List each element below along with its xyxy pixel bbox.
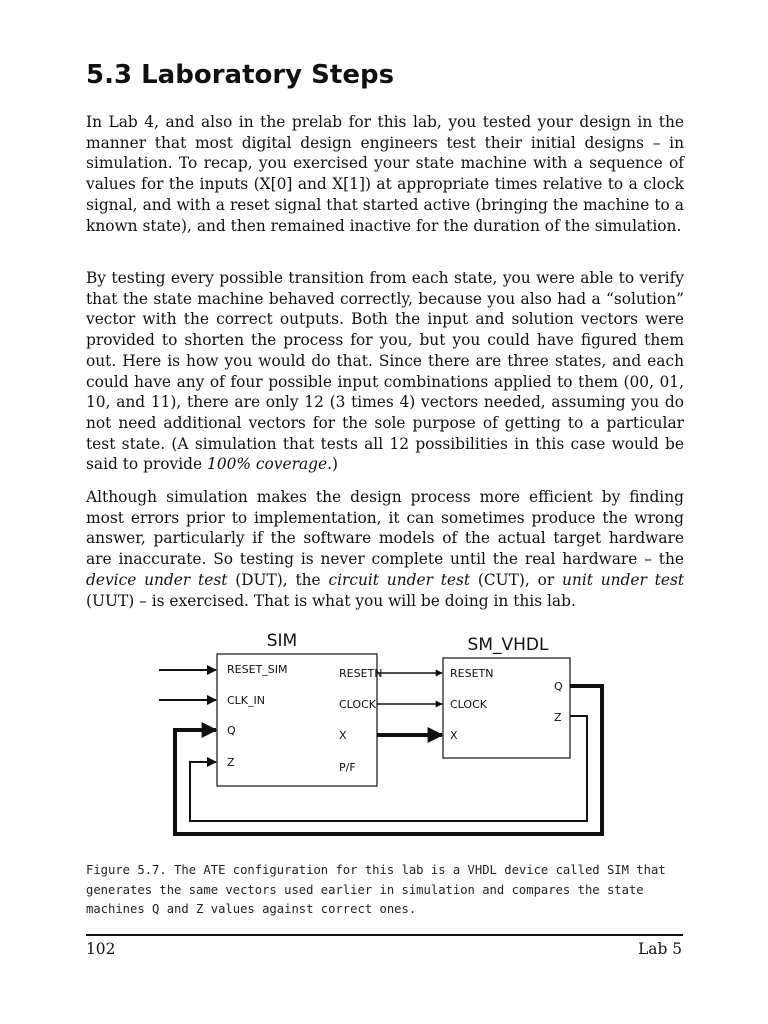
paragraph-3-text-d: (UUT) – is exercised. That is what you will be doing in this lab.: [86, 591, 576, 610]
sim-pin-clock: CLOCK: [339, 698, 376, 711]
dut-pin-q: Q: [554, 680, 563, 693]
page-number: 102: [86, 940, 116, 958]
sim-pin-reset-sim: RESET_SIM: [227, 663, 288, 676]
figure-caption: Figure 5.7. The ATE configuration for this lab is a VHDL device called SIM that generates the same vectors used earlier in simulation and compares the state machines Q and Z values against correct ones.: [86, 863, 666, 917]
sim-pin-z: Z: [227, 756, 235, 769]
paragraph-2-tail: .): [327, 455, 339, 474]
sim-pin-resetn: RESETN: [339, 667, 383, 680]
paragraph-1: In Lab 4, and also in the prelab for this lab, you tested your design in the manner that most digital design engineers test their initial designs – in simulation. To recap, you exercised your state machine with a sequence of values for the inputs (X[0] and X[1]) at appropriate times relative to a clock signal, and with a reset signal that started active (bringing the machine to a known state), and then remained inactive for the duration of the simulation.: [86, 113, 684, 235]
dut-pin-z: Z: [554, 711, 562, 724]
section-heading: 5.3 Laboratory Steps: [86, 60, 395, 90]
dut-pin-x: X: [450, 729, 458, 742]
paragraph-3-emphasis-dut: device under test: [86, 570, 228, 589]
sim-pin-x: X: [339, 729, 347, 742]
paragraph-2-text: By testing every possible transition from each state, you were able to verify that the state machine behaved correctly, because you also had a “solution” vector with the correct outputs. Both the input and solution vectors were provided to shorten the process for you, but you could have figured them out. Here is how you would do that. Since there are three states, and each could have any of four possible input combinations applied to them (00, 01, 10, and 11), there are only 12 (3 times 4) vectors needed, assuming you do not need additional vectors for the sole purpose of getting to a particular test state. (A simulation that tests all 12 possibilities in this case would be said to provide: [86, 269, 684, 474]
sim-pin-clk-in: CLK_IN: [227, 694, 265, 707]
dut-pin-resetn: RESETN: [450, 667, 494, 680]
paragraph-3-emphasis-cut: circuit under test: [328, 570, 471, 589]
chapter-label: Lab 5: [638, 940, 682, 958]
dut-pin-clock: CLOCK: [450, 698, 487, 711]
paragraph-2-emphasis: 100% coverage: [207, 455, 328, 474]
paragraph-3-text-b: (DUT), the: [227, 570, 329, 589]
paragraph-3-text-c: (CUT), or: [470, 570, 562, 589]
sim-block-title: SIM: [266, 631, 298, 651]
paragraph-2: [86, 268, 684, 475]
sim-pin-q: Q: [227, 724, 236, 737]
paragraph-3-text-a: Although simulation makes the design process more efficient by finding most errors prior to implementation, it can sometimes produce the wrong answer, particularly if the software models of the actual target hardware are inaccurate. So testing is never complete until the real hardware – the: [86, 488, 684, 569]
sim-pin-pf: P/F: [339, 761, 356, 774]
paragraph-3-emphasis-uut: unit under test: [562, 570, 685, 589]
ate-block-diagram: [150, 628, 620, 850]
footer-rule: [86, 934, 683, 936]
diagram-svg: [150, 628, 620, 850]
paragraph-3: [86, 487, 684, 611]
sm-vhdl-block-title: SM_VHDL: [467, 635, 549, 655]
